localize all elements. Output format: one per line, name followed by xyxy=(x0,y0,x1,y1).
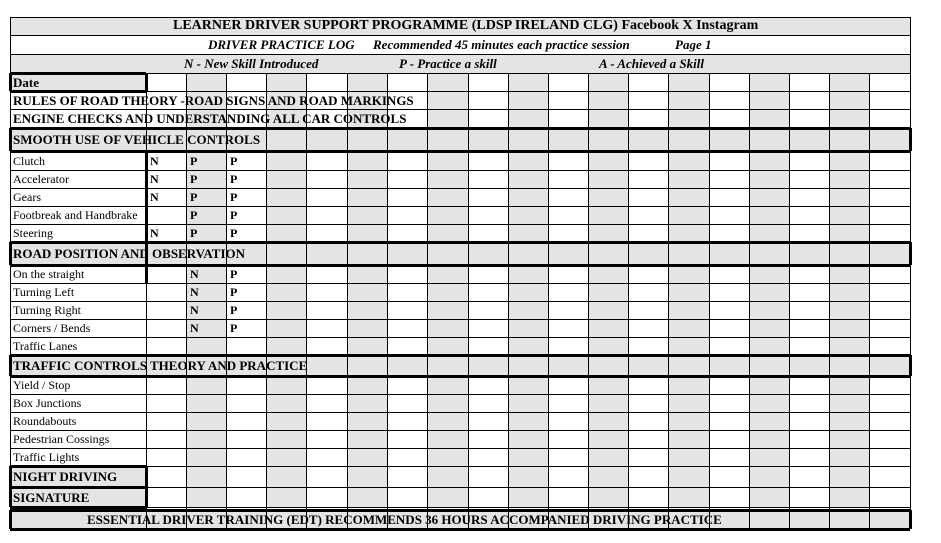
entry-shade xyxy=(668,430,709,448)
progress-mark-cell[interactable]: P xyxy=(190,154,198,168)
grid-line xyxy=(306,73,307,529)
entry-shade xyxy=(749,283,789,301)
entry-shade xyxy=(749,319,789,337)
entry-shade xyxy=(829,188,869,206)
entry-shade xyxy=(508,224,548,242)
grid-line xyxy=(909,355,912,376)
entry-shade xyxy=(749,188,789,206)
document-title: LEARNER DRIVER SUPPORT PROGRAMME (LDSP IRELAND CLG) Facebook X Instagram xyxy=(173,18,759,33)
entry-shade xyxy=(668,73,709,91)
entry-shade xyxy=(588,301,628,319)
grid-line xyxy=(10,35,910,36)
entry-shade xyxy=(749,109,789,128)
entry-shade xyxy=(347,394,387,412)
entry-shade xyxy=(427,319,468,337)
grid-line xyxy=(829,73,830,529)
entry-shade xyxy=(427,170,468,188)
entry-shade xyxy=(668,301,709,319)
entry-shade xyxy=(427,109,468,128)
entry-shade xyxy=(829,376,869,394)
entry-shade xyxy=(427,412,468,430)
entry-shade xyxy=(668,224,709,242)
grid-line xyxy=(145,466,148,487)
grid-line xyxy=(909,242,912,265)
entry-shade xyxy=(347,376,387,394)
entry-shade xyxy=(668,376,709,394)
entry-shade xyxy=(186,73,226,91)
entry-shade xyxy=(266,394,306,412)
entry-shade xyxy=(347,206,387,224)
entry-shade xyxy=(347,430,387,448)
entry-shade xyxy=(749,301,789,319)
entry-shade xyxy=(668,206,709,224)
entry-shade xyxy=(427,73,468,91)
section-label: TRAFFIC CONTROLS THEORY AND PRACTICE xyxy=(13,358,308,373)
grid-line xyxy=(468,73,469,529)
entry-shade xyxy=(347,319,387,337)
entry-shade xyxy=(749,394,789,412)
entry-shade xyxy=(829,73,869,91)
entry-shade xyxy=(829,91,869,109)
grid-line xyxy=(10,486,146,489)
entry-shade xyxy=(508,109,548,128)
grid-line xyxy=(10,465,146,468)
entry-shade xyxy=(588,412,628,430)
grid-line xyxy=(909,128,912,151)
section-label: RULES OF ROAD THEORY -ROAD SIGNS AND ROAD MARKINGS xyxy=(13,93,414,108)
section-label: ENGINE CHECKS AND UNDERSTANDING ALL CAR CONTROLS xyxy=(13,111,407,126)
log-title: DRIVER PRACTICE LOG xyxy=(208,37,355,52)
grid-line xyxy=(910,17,911,73)
entry-shade xyxy=(427,91,468,109)
entry-shade xyxy=(347,170,387,188)
grid-line xyxy=(10,354,910,357)
entry-shade xyxy=(266,337,306,355)
skill-label: Gears xyxy=(13,190,41,204)
skill-label: Corners / Bends xyxy=(13,321,91,335)
progress-mark-cell[interactable]: P xyxy=(190,226,198,240)
entry-shade xyxy=(427,301,468,319)
entry-shade xyxy=(427,430,468,448)
section-label: NIGHT DRIVING xyxy=(13,469,118,484)
entry-shade xyxy=(588,91,628,109)
progress-mark-cell[interactable]: P xyxy=(230,267,238,281)
entry-shade xyxy=(668,319,709,337)
entry-shade xyxy=(668,466,709,487)
entry-shade xyxy=(508,283,548,301)
entry-shade xyxy=(508,301,548,319)
entry-shade xyxy=(186,394,226,412)
entry-shade xyxy=(186,412,226,430)
entry-shade xyxy=(749,448,789,466)
entry-shade xyxy=(668,91,709,109)
entry-shade xyxy=(508,188,548,206)
entry-shade xyxy=(427,337,468,355)
legend-new-skill: N - New Skill Introduced xyxy=(184,56,319,71)
entry-shade xyxy=(749,412,789,430)
entry-shade xyxy=(347,224,387,242)
grid-line xyxy=(145,151,148,283)
skill-label: Accelerator xyxy=(13,172,69,186)
entry-shade xyxy=(427,448,468,466)
section-label: SMOOTH USE OF VEHICLE CONTROLS xyxy=(13,132,261,147)
skill-label: Pedestrian Cossings xyxy=(13,432,110,446)
skill-label: Turning Left xyxy=(13,285,75,299)
grid-line xyxy=(347,73,348,529)
entry-shade xyxy=(588,151,628,170)
grid-line xyxy=(9,355,12,376)
grid-line xyxy=(588,73,589,529)
grid-line xyxy=(10,430,910,431)
entry-shade xyxy=(347,466,387,487)
progress-mark-cell[interactable]: P xyxy=(190,190,198,204)
entry-shade xyxy=(266,376,306,394)
grid-line xyxy=(508,73,509,529)
entry-shade xyxy=(829,283,869,301)
entry-shade xyxy=(427,466,468,487)
grid-line xyxy=(909,510,912,529)
entry-shade xyxy=(588,448,628,466)
skill-label: Box Junctions xyxy=(13,396,82,410)
entry-shade xyxy=(588,394,628,412)
entry-shade xyxy=(266,265,306,283)
entry-shade xyxy=(749,73,789,91)
entry-shade xyxy=(829,170,869,188)
legend-achieved: A - Achieved a Skill xyxy=(599,56,704,71)
section-label: ROAD POSITION AND OBSERVATION xyxy=(13,246,246,261)
grid-line xyxy=(145,73,148,91)
section-label: Date xyxy=(13,75,39,90)
entry-shade xyxy=(266,188,306,206)
grid-line xyxy=(387,73,388,529)
entry-shade xyxy=(668,170,709,188)
entry-shade xyxy=(347,337,387,355)
grid-line xyxy=(10,319,910,320)
grid-line xyxy=(709,73,710,529)
page-number: Page 1 xyxy=(675,37,712,52)
skill-label: Yield / Stop xyxy=(13,378,71,392)
entry-shade xyxy=(588,319,628,337)
entry-shade xyxy=(749,430,789,448)
entry-shade xyxy=(588,224,628,242)
entry-shade xyxy=(508,412,548,430)
entry-shade xyxy=(749,487,789,507)
grid-line xyxy=(10,448,910,449)
entry-shade xyxy=(668,109,709,128)
entry-shade xyxy=(829,394,869,412)
grid-line xyxy=(145,487,148,507)
entry-shade xyxy=(588,170,628,188)
footer-recommendation: ESSENTIAL DRIVER TRAINING (EDT) RECOMMENDS 36 HOURS ACCOMPANIED DRIVING PRACTICE xyxy=(87,512,722,527)
entry-shade xyxy=(508,376,548,394)
grid-line xyxy=(628,73,629,529)
entry-shade xyxy=(266,430,306,448)
entry-shade xyxy=(427,376,468,394)
grid-line xyxy=(9,510,12,529)
entry-shade xyxy=(347,487,387,507)
entry-shade xyxy=(186,376,226,394)
entry-shade xyxy=(668,412,709,430)
entry-shade xyxy=(588,487,628,507)
entry-shade xyxy=(588,283,628,301)
entry-shade xyxy=(266,487,306,507)
grid-line xyxy=(10,283,910,284)
grid-line xyxy=(266,73,267,529)
grid-line xyxy=(427,73,428,529)
progress-mark-cell[interactable]: P xyxy=(230,172,238,186)
entry-shade xyxy=(749,337,789,355)
entry-shade xyxy=(427,394,468,412)
entry-shade xyxy=(347,188,387,206)
entry-shade xyxy=(186,487,226,507)
progress-mark-cell[interactable]: P xyxy=(230,226,238,240)
grid-line xyxy=(9,128,12,151)
entry-shade xyxy=(749,170,789,188)
entry-shade xyxy=(829,466,869,487)
entry-shade xyxy=(829,224,869,242)
entry-shade xyxy=(266,224,306,242)
entry-shade xyxy=(829,430,869,448)
entry-shade xyxy=(508,394,548,412)
entry-shade xyxy=(266,151,306,170)
progress-mark-cell[interactable]: P xyxy=(230,154,238,168)
grid-line xyxy=(10,394,910,395)
entry-shade xyxy=(427,487,468,507)
entry-shade xyxy=(829,319,869,337)
entry-shade xyxy=(508,73,548,91)
entry-shade xyxy=(508,206,548,224)
entry-shade xyxy=(427,224,468,242)
grid-line xyxy=(10,412,910,413)
entry-shade xyxy=(749,224,789,242)
entry-shade xyxy=(347,448,387,466)
entry-shade xyxy=(508,448,548,466)
grid-line xyxy=(548,73,549,529)
entry-shade xyxy=(668,448,709,466)
entry-shade xyxy=(347,283,387,301)
skill-label: Turning Right xyxy=(13,303,81,317)
entry-shade xyxy=(588,109,628,128)
entry-shade xyxy=(749,466,789,487)
skill-label: Steering xyxy=(13,226,53,240)
entry-shade xyxy=(266,319,306,337)
progress-mark-cell[interactable]: P xyxy=(230,208,238,222)
entry-shade xyxy=(427,265,468,283)
entry-shade xyxy=(668,283,709,301)
entry-shade xyxy=(427,283,468,301)
entry-shade xyxy=(508,319,548,337)
entry-shade xyxy=(668,337,709,355)
entry-shade xyxy=(508,265,548,283)
skill-label: Clutch xyxy=(13,154,45,168)
entry-shade xyxy=(186,337,226,355)
grid-line xyxy=(10,54,910,55)
entry-shade xyxy=(186,466,226,487)
entry-shade xyxy=(508,430,548,448)
entry-shade xyxy=(508,170,548,188)
progress-mark-cell[interactable]: N xyxy=(150,154,159,168)
progress-mark-cell[interactable]: N xyxy=(190,303,199,317)
grid-line xyxy=(10,109,910,110)
entry-shade xyxy=(668,487,709,507)
progress-mark-cell[interactable]: P xyxy=(230,321,238,335)
entry-shade xyxy=(266,466,306,487)
entry-shade xyxy=(588,206,628,224)
entry-shade xyxy=(347,73,387,91)
progress-mark-cell[interactable]: P xyxy=(230,285,238,299)
grid-line xyxy=(10,17,11,73)
skill-label: Traffic Lanes xyxy=(13,339,78,353)
entry-shade xyxy=(668,265,709,283)
progress-mark-cell[interactable]: P xyxy=(230,303,238,317)
entry-shade xyxy=(829,265,869,283)
skill-label: Footbreak and Handbrake xyxy=(13,208,138,222)
entry-shade xyxy=(186,430,226,448)
entry-shade xyxy=(829,337,869,355)
entry-shade xyxy=(588,466,628,487)
entry-shade xyxy=(266,448,306,466)
entry-shade xyxy=(266,170,306,188)
entry-shade xyxy=(829,487,869,507)
entry-shade xyxy=(508,466,548,487)
entry-shade xyxy=(266,301,306,319)
grid-line xyxy=(668,73,669,529)
progress-mark-cell[interactable]: P xyxy=(190,208,198,222)
grid-line xyxy=(10,301,910,302)
entry-shade xyxy=(588,376,628,394)
progress-mark-cell[interactable]: N xyxy=(190,267,199,281)
entry-shade xyxy=(668,151,709,170)
entry-shade xyxy=(588,337,628,355)
entry-shade xyxy=(588,73,628,91)
grid-line xyxy=(9,73,12,91)
grid-line xyxy=(10,127,910,130)
entry-shade xyxy=(588,430,628,448)
entry-shade xyxy=(668,394,709,412)
entry-shade xyxy=(588,265,628,283)
entry-shade xyxy=(829,206,869,224)
entry-shade xyxy=(508,487,548,507)
progress-mark-cell[interactable]: N xyxy=(150,190,159,204)
legend-practice: P - Practice a skill xyxy=(399,56,497,71)
entry-shade xyxy=(266,206,306,224)
progress-mark-cell[interactable]: N xyxy=(150,172,159,186)
entry-shade xyxy=(266,73,306,91)
grid-line xyxy=(9,487,12,507)
entry-shade xyxy=(508,337,548,355)
entry-shade xyxy=(749,91,789,109)
entry-shade xyxy=(347,301,387,319)
grid-line xyxy=(869,73,870,529)
section-label: SIGNATURE xyxy=(13,490,90,505)
entry-shade xyxy=(427,206,468,224)
entry-shade xyxy=(186,448,226,466)
entry-shade xyxy=(266,412,306,430)
recommended-note: Recommended 45 minutes each practice session xyxy=(373,37,630,52)
entry-shade xyxy=(266,283,306,301)
grid-line xyxy=(749,73,750,529)
entry-shade xyxy=(749,265,789,283)
entry-shade xyxy=(347,412,387,430)
entry-shade xyxy=(508,151,548,170)
entry-shade xyxy=(829,109,869,128)
entry-shade xyxy=(588,188,628,206)
grid-line xyxy=(10,337,910,338)
progress-mark-cell[interactable]: P xyxy=(190,172,198,186)
entry-shade xyxy=(829,412,869,430)
grid-line xyxy=(10,375,910,378)
entry-shade xyxy=(427,151,468,170)
grid-line xyxy=(789,73,790,529)
entry-shade xyxy=(829,301,869,319)
entry-shade xyxy=(749,151,789,170)
entry-shade xyxy=(427,188,468,206)
skill-label: Traffic Lights xyxy=(13,450,80,464)
entry-shade xyxy=(829,448,869,466)
entry-shade xyxy=(347,265,387,283)
progress-mark-cell[interactable]: N xyxy=(190,321,199,335)
grid-line xyxy=(9,466,12,487)
skill-label: On the straight xyxy=(13,267,85,281)
skill-label: Roundabouts xyxy=(13,414,77,428)
grid-line xyxy=(10,528,910,531)
entry-shade xyxy=(508,91,548,109)
entry-shade xyxy=(668,188,709,206)
progress-mark-cell[interactable]: P xyxy=(230,190,238,204)
entry-shade xyxy=(749,376,789,394)
grid-line xyxy=(9,242,12,265)
progress-mark-cell[interactable]: N xyxy=(150,226,159,240)
entry-shade xyxy=(829,151,869,170)
progress-mark-cell[interactable]: N xyxy=(190,285,199,299)
entry-shade xyxy=(347,151,387,170)
entry-shade xyxy=(749,206,789,224)
